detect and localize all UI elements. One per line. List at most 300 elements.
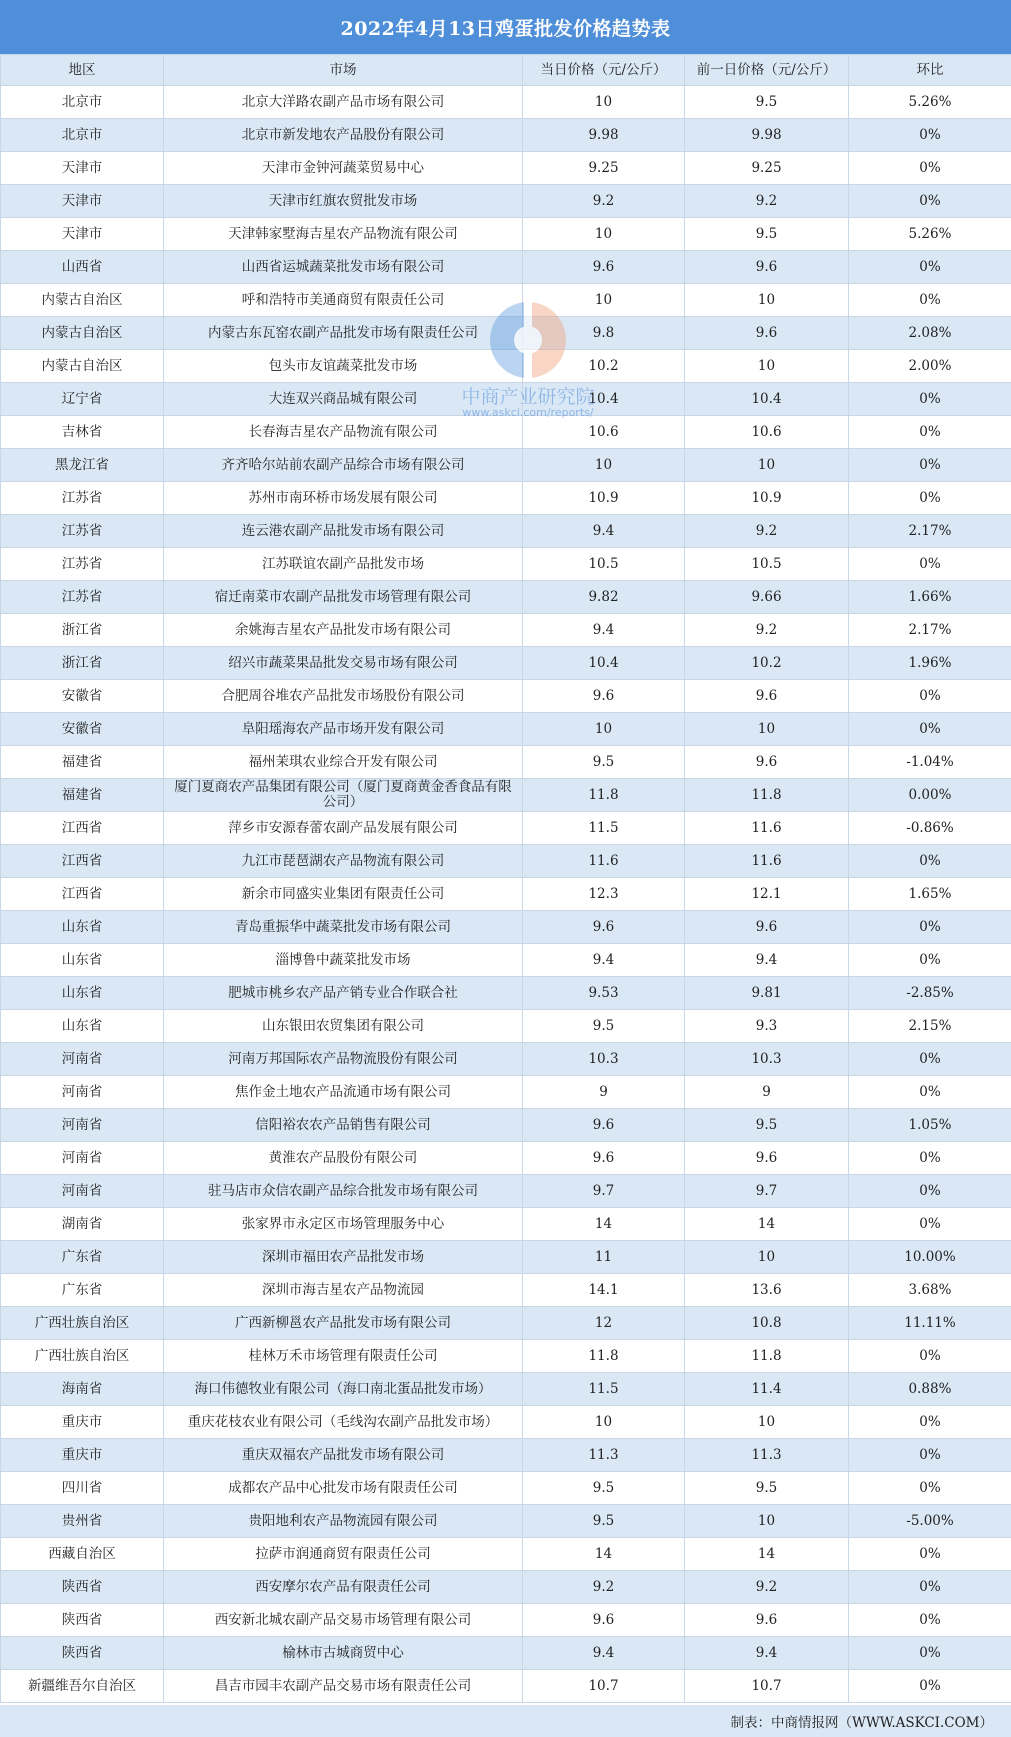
header-row <box>1 55 1011 86</box>
cell-today-price: 9.5 <box>523 1505 685 1538</box>
table-row <box>1 746 1011 779</box>
cell-region: 江苏省 <box>1 515 164 548</box>
cell-previous-price: 9.2 <box>685 614 849 647</box>
cell-market: 齐齐哈尔站前农副产品综合市场有限公司 <box>164 449 523 482</box>
table-row <box>1 812 1011 845</box>
cell-change: 0% <box>849 1175 1011 1208</box>
cell-region: 江西省 <box>1 845 164 878</box>
cell-previous-price: 14 <box>685 1538 849 1571</box>
cell-previous-price: 11.4 <box>685 1373 849 1406</box>
cell-today-price: 10.6 <box>523 416 685 449</box>
cell-region: 重庆市 <box>1 1439 164 1472</box>
cell-previous-price: 9.6 <box>685 317 849 350</box>
cell-market: 肥城市桃乡农产品产销专业合作联合社 <box>164 977 523 1010</box>
cell-market: 长春海吉星农产品物流有限公司 <box>164 416 523 449</box>
cell-market: 西安新北城农副产品交易市场管理有限公司 <box>164 1604 523 1637</box>
cell-today-price: 10 <box>523 1406 685 1439</box>
cell-market: 山西省运城蔬菜批发市场有限公司 <box>164 251 523 284</box>
cell-change: 0% <box>849 911 1011 944</box>
cell-market: 山东银田农贸集团有限公司 <box>164 1010 523 1043</box>
cell-region: 福建省 <box>1 779 164 812</box>
table-row <box>1 1010 1011 1043</box>
column-header-market: 市场 <box>164 55 523 86</box>
cell-market: 内蒙古东瓦窑农副产品批发市场有限责任公司 <box>164 317 523 350</box>
cell-change: 0% <box>849 1637 1011 1670</box>
table-row <box>1 1076 1011 1109</box>
cell-previous-price: 11.6 <box>685 812 849 845</box>
cell-change: 0% <box>849 680 1011 713</box>
table-row <box>1 1637 1011 1670</box>
table-row <box>1 119 1011 152</box>
cell-change: -2.85% <box>849 977 1011 1010</box>
table-row <box>1 1538 1011 1571</box>
cell-change: 0% <box>849 845 1011 878</box>
cell-region: 海南省 <box>1 1373 164 1406</box>
table-row <box>1 185 1011 218</box>
cell-market: 淄博鲁中蔬菜批发市场 <box>164 944 523 977</box>
cell-change: 0% <box>849 119 1011 152</box>
cell-region: 湖南省 <box>1 1208 164 1241</box>
cell-market: 江苏联谊农副产品批发市场 <box>164 548 523 581</box>
cell-change: 2.00% <box>849 350 1011 383</box>
table-row <box>1 1373 1011 1406</box>
cell-today-price: 10.4 <box>523 383 685 416</box>
cell-previous-price: 10 <box>685 284 849 317</box>
cell-today-price: 11.5 <box>523 1373 685 1406</box>
cell-market: 连云港农副产品批发市场有限公司 <box>164 515 523 548</box>
cell-today-price: 9.6 <box>523 1109 685 1142</box>
cell-today-price: 10 <box>523 86 685 119</box>
cell-previous-price: 12.1 <box>685 878 849 911</box>
cell-today-price: 11.6 <box>523 845 685 878</box>
cell-change: 0% <box>849 1571 1011 1604</box>
cell-today-price: 9.6 <box>523 1142 685 1175</box>
cell-previous-price: 9.5 <box>685 218 849 251</box>
cell-region: 广西壮族自治区 <box>1 1340 164 1373</box>
cell-region: 江西省 <box>1 878 164 911</box>
table-row <box>1 1340 1011 1373</box>
cell-region: 山东省 <box>1 1010 164 1043</box>
cell-market: 九江市琵琶湖农产品物流有限公司 <box>164 845 523 878</box>
cell-change: 0% <box>849 1043 1011 1076</box>
cell-market: 包头市友谊蔬菜批发市场 <box>164 350 523 383</box>
cell-market: 福州茉琪农业综合开发有限公司 <box>164 746 523 779</box>
cell-market: 北京大洋路农副产品市场有限公司 <box>164 86 523 119</box>
cell-market: 天津市金钟河蔬菜贸易中心 <box>164 152 523 185</box>
table-row <box>1 1604 1011 1637</box>
cell-today-price: 9.2 <box>523 1571 685 1604</box>
cell-change: 1.65% <box>849 878 1011 911</box>
cell-today-price: 14.1 <box>523 1274 685 1307</box>
table-row <box>1 680 1011 713</box>
table-row <box>1 383 1011 416</box>
cell-market: 阜阳瑶海农产品市场开发有限公司 <box>164 713 523 746</box>
cell-market: 驻马店市众信农副产品综合批发市场有限公司 <box>164 1175 523 1208</box>
cell-region: 天津市 <box>1 218 164 251</box>
cell-today-price: 9.82 <box>523 581 685 614</box>
cell-previous-price: 10.3 <box>685 1043 849 1076</box>
cell-market: 天津市红旗农贸批发市场 <box>164 185 523 218</box>
cell-previous-price: 10 <box>685 449 849 482</box>
cell-region: 山西省 <box>1 251 164 284</box>
cell-today-price: 11.3 <box>523 1439 685 1472</box>
cell-previous-price: 10.6 <box>685 416 849 449</box>
cell-change: -5.00% <box>849 1505 1011 1538</box>
cell-today-price: 9.5 <box>523 1010 685 1043</box>
cell-previous-price: 9.5 <box>685 86 849 119</box>
cell-today-price: 9.5 <box>523 1472 685 1505</box>
cell-previous-price: 9.2 <box>685 185 849 218</box>
cell-region: 江西省 <box>1 812 164 845</box>
cell-market: 宿迁南菜市农副产品批发市场管理有限公司 <box>164 581 523 614</box>
table-body <box>1 86 1011 1703</box>
cell-change: 0% <box>849 1208 1011 1241</box>
cell-previous-price: 11.3 <box>685 1439 849 1472</box>
cell-market: 西安摩尔农产品有限责任公司 <box>164 1571 523 1604</box>
cell-change: 0% <box>849 1604 1011 1637</box>
cell-region: 黑龙江省 <box>1 449 164 482</box>
cell-change: 11.11% <box>849 1307 1011 1340</box>
cell-change: 0% <box>849 449 1011 482</box>
cell-region: 重庆市 <box>1 1406 164 1439</box>
table-row <box>1 1142 1011 1175</box>
cell-market: 呼和浩特市美通商贸有限责任公司 <box>164 284 523 317</box>
cell-today-price: 9.2 <box>523 185 685 218</box>
table-row <box>1 911 1011 944</box>
cell-change: 0.88% <box>849 1373 1011 1406</box>
cell-market: 广西新柳邕农产品批发市场有限公司 <box>164 1307 523 1340</box>
cell-region: 浙江省 <box>1 614 164 647</box>
cell-change: 0% <box>849 1472 1011 1505</box>
cell-market: 海口伟德牧业有限公司（海口南北蛋品批发市场） <box>164 1373 523 1406</box>
cell-change: 2.17% <box>849 614 1011 647</box>
cell-region: 江苏省 <box>1 482 164 515</box>
cell-change: -0.86% <box>849 812 1011 845</box>
cell-today-price: 9.98 <box>523 119 685 152</box>
cell-change: 0% <box>849 1142 1011 1175</box>
cell-previous-price: 9.5 <box>685 1109 849 1142</box>
table-row <box>1 614 1011 647</box>
cell-previous-price: 10.7 <box>685 1670 849 1703</box>
table-title: 2022年4月13日鸡蛋批发价格趋势表 <box>0 0 1011 54</box>
cell-region: 江苏省 <box>1 581 164 614</box>
cell-region: 天津市 <box>1 185 164 218</box>
cell-today-price: 9.8 <box>523 317 685 350</box>
cell-region: 北京市 <box>1 119 164 152</box>
cell-market: 贵阳地利农产品物流园有限公司 <box>164 1505 523 1538</box>
cell-change: 0% <box>849 251 1011 284</box>
cell-region: 陕西省 <box>1 1571 164 1604</box>
cell-previous-price: 10 <box>685 350 849 383</box>
cell-region: 河南省 <box>1 1175 164 1208</box>
cell-previous-price: 11.8 <box>685 1340 849 1373</box>
cell-region: 辽宁省 <box>1 383 164 416</box>
cell-region: 山东省 <box>1 944 164 977</box>
cell-previous-price: 9.81 <box>685 977 849 1010</box>
cell-region: 福建省 <box>1 746 164 779</box>
cell-market: 深圳市海吉星农产品物流园 <box>164 1274 523 1307</box>
cell-market: 昌吉市园丰农副产品交易市场有限责任公司 <box>164 1670 523 1703</box>
cell-previous-price: 9.6 <box>685 911 849 944</box>
cell-region: 河南省 <box>1 1076 164 1109</box>
cell-region: 广东省 <box>1 1241 164 1274</box>
cell-previous-price: 10.4 <box>685 383 849 416</box>
table-row <box>1 713 1011 746</box>
cell-change: 0.00% <box>849 779 1011 812</box>
column-header-change: 环比 <box>849 55 1011 86</box>
cell-market: 萍乡市安源春蕾农副产品发展有限公司 <box>164 812 523 845</box>
cell-today-price: 9 <box>523 1076 685 1109</box>
cell-previous-price: 10.2 <box>685 647 849 680</box>
cell-change: 1.05% <box>849 1109 1011 1142</box>
cell-region: 陕西省 <box>1 1637 164 1670</box>
cell-region: 江苏省 <box>1 548 164 581</box>
cell-previous-price: 9.6 <box>685 746 849 779</box>
cell-previous-price: 9.4 <box>685 944 849 977</box>
table-row <box>1 1307 1011 1340</box>
table-row <box>1 416 1011 449</box>
cell-change: 0% <box>849 944 1011 977</box>
cell-today-price: 10 <box>523 284 685 317</box>
cell-region: 内蒙古自治区 <box>1 350 164 383</box>
table-row <box>1 1109 1011 1142</box>
cell-previous-price: 14 <box>685 1208 849 1241</box>
cell-previous-price: 11.8 <box>685 779 849 812</box>
table-row <box>1 944 1011 977</box>
cell-market: 信阳裕农农产品销售有限公司 <box>164 1109 523 1142</box>
table-row <box>1 152 1011 185</box>
cell-change: 2.17% <box>849 515 1011 548</box>
cell-previous-price: 10 <box>685 1406 849 1439</box>
cell-previous-price: 10.5 <box>685 548 849 581</box>
cell-market: 桂林万禾市场管理有限责任公司 <box>164 1340 523 1373</box>
cell-previous-price: 9.6 <box>685 1604 849 1637</box>
cell-region: 贵州省 <box>1 1505 164 1538</box>
cell-today-price: 10.7 <box>523 1670 685 1703</box>
cell-previous-price: 9.66 <box>685 581 849 614</box>
cell-change: 5.26% <box>849 218 1011 251</box>
table-row <box>1 482 1011 515</box>
cell-change: 2.15% <box>849 1010 1011 1043</box>
cell-region: 河南省 <box>1 1109 164 1142</box>
cell-today-price: 9.4 <box>523 515 685 548</box>
table-row <box>1 1208 1011 1241</box>
column-header-region: 地区 <box>1 55 164 86</box>
cell-previous-price: 9.98 <box>685 119 849 152</box>
cell-region: 浙江省 <box>1 647 164 680</box>
cell-market: 重庆双福农产品批发市场有限公司 <box>164 1439 523 1472</box>
table-row <box>1 1175 1011 1208</box>
cell-region: 河南省 <box>1 1142 164 1175</box>
cell-today-price: 10 <box>523 218 685 251</box>
cell-previous-price: 13.6 <box>685 1274 849 1307</box>
cell-region: 山东省 <box>1 977 164 1010</box>
cell-region: 山东省 <box>1 911 164 944</box>
cell-change: 10.00% <box>849 1241 1011 1274</box>
cell-change: 3.68% <box>849 1274 1011 1307</box>
cell-market: 重庆花枝农业有限公司（毛线沟农副产品批发市场） <box>164 1406 523 1439</box>
cell-market: 厦门夏商农产品集团有限公司（厦门夏商黄金香食品有限公司） <box>164 779 523 812</box>
cell-previous-price: 9.6 <box>685 251 849 284</box>
table-row <box>1 581 1011 614</box>
table-row <box>1 647 1011 680</box>
table-row <box>1 1406 1011 1439</box>
cell-market: 榆林市古城商贸中心 <box>164 1637 523 1670</box>
cell-change: 1.66% <box>849 581 1011 614</box>
cell-today-price: 10.2 <box>523 350 685 383</box>
cell-market: 拉萨市润通商贸有限责任公司 <box>164 1538 523 1571</box>
cell-change: 0% <box>849 1670 1011 1703</box>
table-row <box>1 845 1011 878</box>
watermark-url: www.askci.com/reports/ <box>462 406 594 419</box>
cell-market: 余姚海吉星农产品批发市场有限公司 <box>164 614 523 647</box>
cell-market: 焦作金土地农产品流通市场有限公司 <box>164 1076 523 1109</box>
cell-market: 大连双兴商品城有限公司 <box>164 383 523 416</box>
cell-market: 天津韩家墅海吉星农产品物流有限公司 <box>164 218 523 251</box>
cell-today-price: 14 <box>523 1538 685 1571</box>
cell-today-price: 11 <box>523 1241 685 1274</box>
cell-region: 安徽省 <box>1 713 164 746</box>
cell-previous-price: 10.8 <box>685 1307 849 1340</box>
cell-region: 西藏自治区 <box>1 1538 164 1571</box>
cell-change: 0% <box>849 383 1011 416</box>
cell-previous-price: 11.6 <box>685 845 849 878</box>
table-row <box>1 548 1011 581</box>
cell-market: 张家界市永定区市场管理服务中心 <box>164 1208 523 1241</box>
cell-market: 黄淮农产品股份有限公司 <box>164 1142 523 1175</box>
cell-market: 绍兴市蔬菜果品批发交易市场有限公司 <box>164 647 523 680</box>
column-header-today-price: 当日价格（元/公斤） <box>523 55 685 86</box>
cell-change: 0% <box>849 1439 1011 1472</box>
cell-change: -1.04% <box>849 746 1011 779</box>
cell-today-price: 9.6 <box>523 1604 685 1637</box>
cell-change: 0% <box>849 1406 1011 1439</box>
table-row <box>1 1571 1011 1604</box>
cell-previous-price: 10.9 <box>685 482 849 515</box>
cell-today-price: 9.6 <box>523 680 685 713</box>
cell-region: 陕西省 <box>1 1604 164 1637</box>
cell-change: 0% <box>849 284 1011 317</box>
cell-previous-price: 10 <box>685 1241 849 1274</box>
table-row <box>1 878 1011 911</box>
cell-today-price: 10.4 <box>523 647 685 680</box>
cell-market: 合肥周谷堆农产品批发市场股份有限公司 <box>164 680 523 713</box>
cell-market: 苏州市南环桥市场发展有限公司 <box>164 482 523 515</box>
cell-today-price: 9.5 <box>523 746 685 779</box>
footer-credit: 制表：中商情报网（WWW.ASKCI.COM） <box>0 1705 1011 1737</box>
cell-today-price: 12 <box>523 1307 685 1340</box>
cell-market: 河南万邦国际农产品物流股份有限公司 <box>164 1043 523 1076</box>
cell-previous-price: 10 <box>685 1505 849 1538</box>
table-row <box>1 350 1011 383</box>
cell-previous-price: 9.7 <box>685 1175 849 1208</box>
cell-today-price: 9.25 <box>523 152 685 185</box>
table-row <box>1 218 1011 251</box>
cell-market: 新余市同盛实业集团有限责任公司 <box>164 878 523 911</box>
cell-today-price: 14 <box>523 1208 685 1241</box>
cell-change: 0% <box>849 152 1011 185</box>
table-row <box>1 1043 1011 1076</box>
cell-change: 0% <box>849 185 1011 218</box>
cell-region: 四川省 <box>1 1472 164 1505</box>
table-row <box>1 1274 1011 1307</box>
cell-today-price: 10 <box>523 713 685 746</box>
cell-today-price: 9.4 <box>523 944 685 977</box>
table-row <box>1 251 1011 284</box>
table-row <box>1 317 1011 350</box>
cell-previous-price: 9.2 <box>685 1571 849 1604</box>
cell-change: 0% <box>849 416 1011 449</box>
cell-today-price: 9.6 <box>523 911 685 944</box>
cell-change: 0% <box>849 1538 1011 1571</box>
cell-today-price: 11.8 <box>523 779 685 812</box>
cell-market: 深圳市福田农产品批发市场 <box>164 1241 523 1274</box>
cell-previous-price: 9 <box>685 1076 849 1109</box>
cell-change: 0% <box>849 713 1011 746</box>
watermark-brand: 中商产业研究院 <box>461 386 595 408</box>
cell-region: 吉林省 <box>1 416 164 449</box>
cell-change: 0% <box>849 1076 1011 1109</box>
cell-today-price: 10 <box>523 449 685 482</box>
table-row <box>1 515 1011 548</box>
cell-region: 内蒙古自治区 <box>1 317 164 350</box>
cell-today-price: 11.8 <box>523 1340 685 1373</box>
cell-region: 河南省 <box>1 1043 164 1076</box>
cell-today-price: 9.4 <box>523 614 685 647</box>
cell-change: 1.96% <box>849 647 1011 680</box>
cell-today-price: 9.53 <box>523 977 685 1010</box>
cell-today-price: 10.9 <box>523 482 685 515</box>
cell-change: 2.08% <box>849 317 1011 350</box>
cell-today-price: 10.3 <box>523 1043 685 1076</box>
cell-previous-price: 9.6 <box>685 1142 849 1175</box>
cell-previous-price: 9.3 <box>685 1010 849 1043</box>
cell-previous-price: 10 <box>685 713 849 746</box>
cell-change: 0% <box>849 1340 1011 1373</box>
cell-region: 安徽省 <box>1 680 164 713</box>
cell-region: 新疆维吾尔自治区 <box>1 1670 164 1703</box>
cell-change: 5.26% <box>849 86 1011 119</box>
table-row <box>1 1241 1011 1274</box>
table-row <box>1 977 1011 1010</box>
table-row <box>1 284 1011 317</box>
cell-change: 0% <box>849 548 1011 581</box>
table-row <box>1 1472 1011 1505</box>
cell-previous-price: 9.5 <box>685 1472 849 1505</box>
table-row <box>1 86 1011 119</box>
cell-today-price: 10.5 <box>523 548 685 581</box>
cell-today-price: 12.3 <box>523 878 685 911</box>
table-row <box>1 1505 1011 1538</box>
cell-region: 广西壮族自治区 <box>1 1307 164 1340</box>
cell-today-price: 9.6 <box>523 251 685 284</box>
cell-previous-price: 9.4 <box>685 1637 849 1670</box>
price-table <box>0 54 1011 1703</box>
cell-today-price: 11.5 <box>523 812 685 845</box>
cell-region: 天津市 <box>1 152 164 185</box>
cell-today-price: 9.7 <box>523 1175 685 1208</box>
cell-region: 北京市 <box>1 86 164 119</box>
table-row <box>1 449 1011 482</box>
table-row <box>1 1439 1011 1472</box>
cell-market: 青岛重振华中蔬菜批发市场有限公司 <box>164 911 523 944</box>
cell-previous-price: 9.6 <box>685 680 849 713</box>
cell-region: 广东省 <box>1 1274 164 1307</box>
cell-previous-price: 9.2 <box>685 515 849 548</box>
table-row <box>1 779 1011 812</box>
table-row <box>1 1670 1011 1703</box>
cell-market: 北京市新发地农产品股份有限公司 <box>164 119 523 152</box>
